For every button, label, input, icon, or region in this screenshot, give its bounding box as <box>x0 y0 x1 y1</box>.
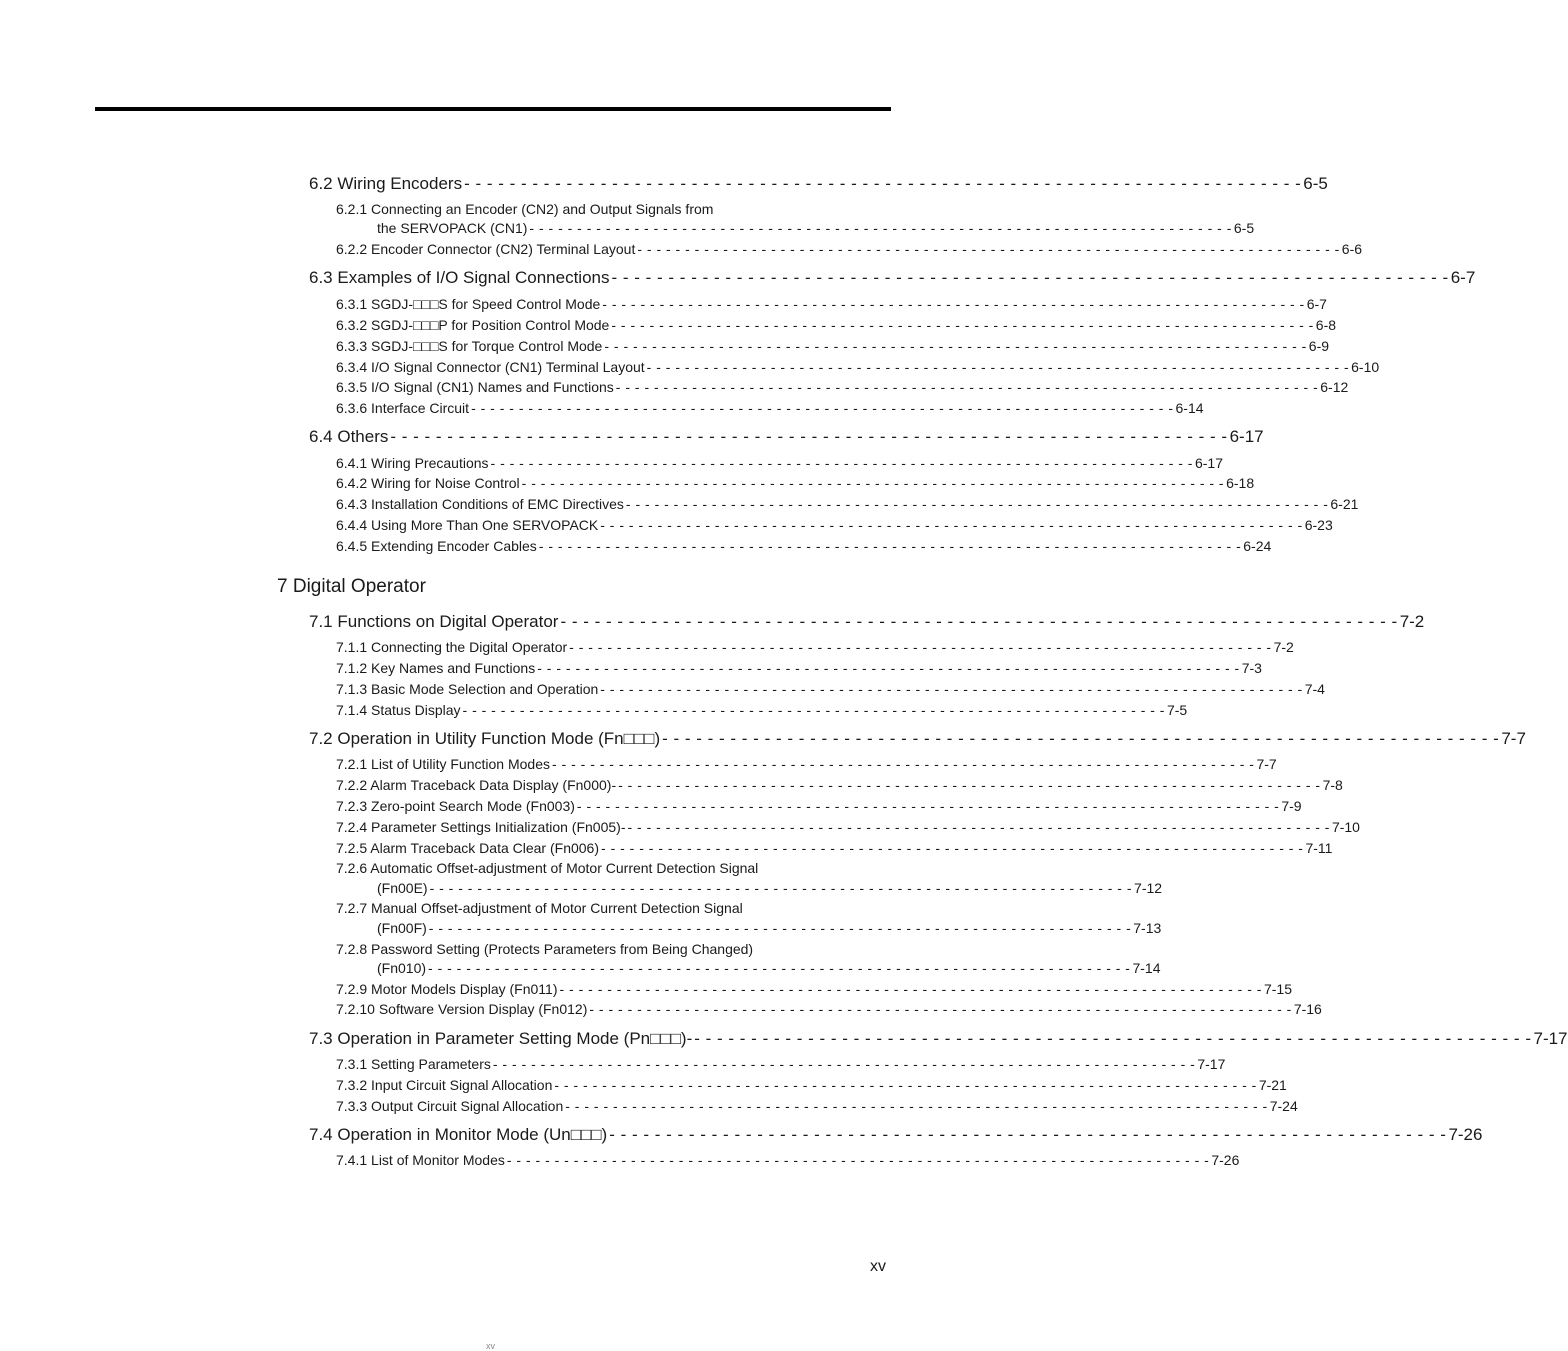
dot-leader: - - - - - - - - - - - - - - - - - - - - - - - - - - - - - - - - - - - - - - - - - - - - - - - - - - - - - - - - - - - - - - - - - - - - - - - - - - <box>529 220 1232 236</box>
entry-page: 6-7 <box>1306 296 1327 312</box>
toc-subsection-6-4-2[interactable] <box>336 475 1255 491</box>
entry-page: 6-5 <box>1233 220 1255 236</box>
entry-page: 7-2 <box>1399 612 1425 631</box>
dot-leader: - - - - - - - - - - - - - - - - - - - - - - - - - - - - - - - - - - - - - - - - - - - - - - - - - - - - - - - - - - - - - - - - - - - - - - - - - - <box>490 455 1193 471</box>
toc-subsection-7-2-5[interactable] <box>336 840 1333 856</box>
entry-page: 7-7 <box>1501 729 1526 748</box>
dot-leader: - - - - - - - - - - - - - - - - - - - - - - - - - - - - - - - - - - - - - - - - - - - - - - - - - - - - - - - - - - - - - - - - - - - - - - - - - - <box>565 1098 1268 1114</box>
toc-section-6-4[interactable] <box>309 427 1264 447</box>
toc-subsection-7-2-8-cont[interactable] <box>377 960 1161 976</box>
entry-page: 6-8 <box>1315 317 1337 333</box>
toc-subsection-6-3-1[interactable] <box>336 296 1327 312</box>
toc-section-6-3[interactable] <box>309 268 1476 288</box>
toc-section-7-4[interactable] <box>309 1125 1483 1145</box>
entry-page: 6-6 <box>1341 241 1363 257</box>
toc-subsection-7-2-7-cont[interactable] <box>377 920 1162 936</box>
entry-page: 7-9 <box>1281 798 1302 814</box>
dot-leader: - - - - - - - - - - - - - - - - - - - - - - - - - - - - - - - - - - - - - - - - - - - - - - - - - - - - - - - - - - - - - - - - - - - - - - - - - - <box>552 756 1255 772</box>
entry-page: 7-4 <box>1304 681 1325 697</box>
entry-label: (Fn010) <box>377 960 427 976</box>
dot-leader: - - - - - - - - - - - - - - - - - - - - - - - - - - - - - - - - - - - - - - - - - - - - - - - - - - - - - - - - - - - - - - - - - - - - - - - - - - <box>554 1077 1257 1093</box>
toc-subsection-7-1-4[interactable] <box>336 702 1188 718</box>
toc-section-7-1[interactable] <box>309 612 1425 632</box>
dot-leader: - - - - - - - - - - - - - - - - - - - - - - - - - - - - - - - - - - - - - - - - - - - - - - - - - - - - - - - - - - - - - - - - - - - - - - - - - - <box>601 840 1304 856</box>
dot-leader: - - - - - - - - - - - - - - - - - - - - - - - - - - - - - - - - - - - - - - - - - - - - - - - - - - - - - - - - - - - - - - - - - - - - - - - - - - <box>694 1029 1532 1048</box>
dot-leader: - - - - - - - - - - - - - - - - - - - - - - - - - - - - - - - - - - - - - - - - - - - - - - - - - - - - - - - - - - - - - - - - - - - - - - - - - - <box>604 338 1307 354</box>
entry-page: 7-21 <box>1258 1077 1287 1093</box>
toc-subsection-6-3-4[interactable] <box>336 359 1380 375</box>
dot-leader: - - - - - - - - - - - - - - - - - - - - - - - - - - - - - - - - - - - - - - - - - - - - - - - - - - - - - - - - - - - - - - - - - - - - - - - - - - <box>646 359 1350 375</box>
entry-page: 7-7 <box>1256 756 1277 772</box>
toc-subsection-7-2-10[interactable] <box>336 1001 1322 1017</box>
entry-page: 6-17 <box>1229 427 1264 446</box>
toc-section-7-3[interactable] <box>309 1029 1568 1049</box>
entry-page: 6-12 <box>1320 379 1349 395</box>
entry-label: 6.4.5 Extending Encoder Cables <box>336 538 537 554</box>
toc-subsection-6-4-4[interactable] <box>336 517 1333 533</box>
dot-leader: - - - - - - - - - - - - - - - - - - - - - - - - - - - - - - - - - - - - - - - - - - - - - - - - - - - - - - - - - - - - - - - - - - - - - - - - - - <box>462 702 1165 718</box>
dot-leader: - - - - - - - - - - - - - - - - - - - - - - - - - - - - - - - - - - - - - - - - - - - - - - - - - - - - - - - - - - - - - - - - - - - - - - - - - - <box>576 798 1280 814</box>
entry-label: 7.2.10 Software Version Display (Fn012) <box>336 1001 588 1017</box>
entry-label: 7.2 Operation in Utility Function Mode (Fn□□□) <box>309 729 661 748</box>
entry-page: 6-7 <box>1450 268 1476 287</box>
entry-label: 7.1 Functions on Digital Operator <box>309 612 559 631</box>
toc-subsection-7-2-8[interactable]: 7.2.8 Password Setting (Protects Parameters from Being Changed) <box>336 941 754 957</box>
entry-label: 7.3.2 Input Circuit Signal Allocation <box>336 1077 553 1093</box>
dot-leader: - - - - - - - - - - - - - - - - - - - - - - - - - - - - - - - - - - - - - - - - - - - - - - - - - - - - - - - - - - - - - - - - - - - - - - - - - - <box>602 296 1305 312</box>
entry-page: 7-8 <box>1322 777 1343 793</box>
entry-label: 7.1.1 Connecting the Digital Operator <box>336 639 568 655</box>
toc-subsection-7-2-9[interactable] <box>336 981 1292 997</box>
dot-leader: - - - - - - - - - - - - - - - - - - - - - - - - - - - - - - - - - - - - - - - - - - - - - - - - - - - - - - - - - - - - - - - - - - - - - - - - - - <box>618 777 1321 793</box>
toc-subsection-7-2-6[interactable]: 7.2.6 Automatic Offset-adjustment of Motor Current Detection Signal <box>336 860 759 876</box>
toc-subsection-7-1-1[interactable] <box>336 639 1294 655</box>
toc-subsection-6-3-2[interactable] <box>336 317 1337 333</box>
dot-leader: - - - - - - - - - - - - - - - - - - - - - - - - - - - - - - - - - - - - - - - - - - - - - - - - - - - - - - - - - - - - - - - - - - - - - - - - - - <box>589 1001 1292 1017</box>
entry-page: 7-15 <box>1263 981 1292 997</box>
toc-subsection-7-3-3[interactable] <box>336 1098 1298 1114</box>
entry-page: 6-14 <box>1175 400 1204 416</box>
entry-label: 7.1.4 Status Display <box>336 702 461 718</box>
dot-leader: - - - - - - - - - - - - - - - - - - - - - - - - - - - - - - - - - - - - - - - - - - - - - - - - - - - - - - - - - - - - - - - - - - - - - - - - - - <box>506 1152 1210 1168</box>
crop-mark: xv <box>486 1341 495 1351</box>
entry-page: 6-5 <box>1303 174 1328 193</box>
entry-page: 7-11 <box>1305 840 1333 856</box>
entry-label: 7.3 Operation in Parameter Setting Mode (Pn□□□)- <box>309 1029 693 1048</box>
dot-leader: - - - - - - - - - - - - - - - - - - - - - - - - - - - - - - - - - - - - - - - - - - - - - - - - - - - - - - - - - - - - - - - - - - - - - - - - - - <box>611 268 1449 287</box>
toc-subsection-7-2-2[interactable] <box>336 777 1343 793</box>
toc-subsection-6-2-2[interactable] <box>336 241 1363 257</box>
dot-leader: - - - - - - - - - - - - - - - - - - - - - - - - - - - - - - - - - - - - - - - - - - - - - - - - - - - - - - - - - - - - - - - - - - - - - - - - - - <box>428 920 1132 936</box>
entry-label: 7.2.2 Alarm Traceback Data Display (Fn000)- <box>336 777 617 793</box>
dot-leader: - - - - - - - - - - - - - - - - - - - - - - - - - - - - - - - - - - - - - - - - - - - - - - - - - - - - - - - - - - - - - - - - - - - - - - - - - - <box>464 174 1302 193</box>
dot-leader: - - - - - - - - - - - - - - - - - - - - - - - - - - - - - - - - - - - - - - - - - - - - - - - - - - - - - - - - - - - - - - - - - - - - - - - - - - <box>559 981 1262 997</box>
entry-label: 7.3.1 Setting Parameters <box>336 1056 491 1072</box>
toc-subsection-7-2-1[interactable] <box>336 756 1277 772</box>
entry-label: 7.1.2 Key Names and Functions <box>336 660 536 676</box>
toc-subsection-7-2-6-cont[interactable] <box>377 880 1163 896</box>
entry-label: 6.4 Others <box>309 427 389 446</box>
entry-label: 6.3 Examples of I/O Signal Connections <box>309 268 610 287</box>
entry-page: 7-13 <box>1133 920 1162 936</box>
entry-page: 6-9 <box>1308 338 1330 354</box>
entry-label: 6.3.3 SGDJ-□□□S for Torque Control Mode <box>336 338 603 354</box>
toc-subsection-6-4-5[interactable] <box>336 538 1272 554</box>
dot-leader: - - - - - - - - - - - - - - - - - - - - - - - - - - - - - - - - - - - - - - - - - - - - - - - - - - - - - - - - - - - - - - - - - - - - - - - - - - <box>538 538 1242 554</box>
entry-label: 7.4 Operation in Monitor Mode (Un□□□) <box>309 1125 608 1144</box>
toc-subsection-7-3-2[interactable] <box>336 1077 1287 1093</box>
dot-leader: - - - - - - - - - - - - - - - - - - - - - - - - - - - - - - - - - - - - - - - - - - - - - - - - - - - - - - - - - - - - - - - - - - - - - - - - - - <box>492 1056 1196 1072</box>
entry-page: 6-10 <box>1351 359 1380 375</box>
dot-leader: - - - - - - - - - - - - - - - - - - - - - - - - - - - - - - - - - - - - - - - - - - - - - - - - - - - - - - - - - - - - - - - - - - - - - - - - - - <box>390 427 1228 446</box>
entry-label: 7.2.1 List of Utility Function Modes <box>336 756 550 772</box>
toc-subsection-7-1-2[interactable] <box>336 660 1262 676</box>
dot-leader: - - - - - - - - - - - - - - - - - - - - - - - - - - - - - - - - - - - - - - - - - - - - - - - - - - - - - - - - - - - - - - - - - - - - - - - - - - <box>429 880 1133 896</box>
toc-section-6-2[interactable] <box>309 174 1328 194</box>
entry-label: 6.4.2 Wiring for Noise Control <box>336 475 520 491</box>
toc-subsection-7-2-7[interactable]: 7.2.7 Manual Offset-adjustment of Motor Current Detection Signal <box>336 900 743 916</box>
entry-label: 6.3.2 SGDJ-□□□P for Position Control Mode <box>336 317 610 333</box>
toc-subsection-6-4-3[interactable] <box>336 496 1359 512</box>
entry-label: 7.3.3 Output Circuit Signal Allocation <box>336 1098 564 1114</box>
entry-label: 6.3.6 Interface Circuit <box>336 400 470 416</box>
entry-page: 6-21 <box>1330 496 1359 512</box>
entry-page: 6-24 <box>1243 538 1272 554</box>
entry-page: 7-26 <box>1211 1152 1240 1168</box>
toc-subsection-6-3-3[interactable] <box>336 338 1330 354</box>
dot-leader: - - - - - - - - - - - - - - - - - - - - - - - - - - - - - - - - - - - - - - - - - - - - - - - - - - - - - - - - - - - - - - - - - - - - - - - - - - <box>560 612 1398 631</box>
entry-label: 7.2.3 Zero-point Search Mode (Fn003) <box>336 798 575 814</box>
toc-subsection-7-4-1[interactable] <box>336 1152 1240 1168</box>
toc-subsection-7-2-4[interactable] <box>336 819 1360 835</box>
entry-label: 7.2.4 Parameter Settings Initialization (Fn005)- <box>336 819 626 835</box>
toc-subsection-7-2-3[interactable] <box>336 798 1302 814</box>
entry-page: 7-5 <box>1166 702 1188 718</box>
entry-label: 7.1.3 Basic Mode Selection and Operation <box>336 681 599 697</box>
entry-label: 6.4.3 Installation Conditions of EMC Directives <box>336 496 624 512</box>
entry-page: 7-14 <box>1132 960 1161 976</box>
chapter-title[interactable]: 7 Digital Operator <box>277 576 426 597</box>
toc-subsection-6-2-1-cont[interactable] <box>377 220 1255 236</box>
entry-page: 6-18 <box>1226 475 1255 491</box>
dot-leader: - - - - - - - - - - - - - - - - - - - - - - - - - - - - - - - - - - - - - - - - - - - - - - - - - - - - - - - - - - - - - - - - - - - - - - - - - - <box>625 496 1329 512</box>
dot-leader: - - - - - - - - - - - - - - - - - - - - - - - - - - - - - - - - - - - - - - - - - - - - - - - - - - - - - - - - - - - - - - - - - - - - - - - - - - <box>537 660 1240 676</box>
entry-label: 7.2.9 Motor Models Display (Fn011) <box>336 981 558 997</box>
entry-page: 6-23 <box>1304 517 1333 533</box>
dot-leader: - - - - - - - - - - - - - - - - - - - - - - - - - - - - - - - - - - - - - - - - - - - - - - - - - - - - - - - - - - - - - - - - - - - - - - - - - - <box>662 729 1500 748</box>
dot-leader: - - - - - - - - - - - - - - - - - - - - - - - - - - - - - - - - - - - - - - - - - - - - - - - - - - - - - - - - - - - - - - - - - - - - - - - - - - <box>627 819 1330 835</box>
entry-page: 7-17 <box>1533 1029 1568 1048</box>
toc-section-7-2[interactable] <box>309 729 1526 749</box>
dot-leader: - - - - - - - - - - - - - - - - - - - - - - - - - - - - - - - - - - - - - - - - - - - - - - - - - - - - - - - - - - - - - - - - - - - - - - - - - - <box>471 400 1174 416</box>
dot-leader: - - - - - - - - - - - - - - - - - - - - - - - - - - - - - - - - - - - - - - - - - - - - - - - - - - - - - - - - - - - - - - - - - - - - - - - - - - <box>569 639 1272 655</box>
entry-page: 7-3 <box>1241 660 1262 676</box>
toc-subsection-7-1-3[interactable] <box>336 681 1325 697</box>
entry-label: 7.4.1 List of Monitor Modes <box>336 1152 505 1168</box>
entry-label: 6.4.1 Wiring Precautions <box>336 455 489 471</box>
dot-leader: - - - - - - - - - - - - - - - - - - - - - - - - - - - - - - - - - - - - - - - - - - - - - - - - - - - - - - - - - - - - - - - - - - - - - - - - - - <box>600 517 1303 533</box>
toc-subsection-7-3-1[interactable] <box>336 1056 1226 1072</box>
entry-label: the SERVOPACK (CN1) <box>377 220 528 236</box>
toc-subsection-6-2-1[interactable]: 6.2.1 Connecting an Encoder (CN2) and Output Signals from <box>336 201 714 217</box>
entry-label: (Fn00E) <box>377 880 428 896</box>
entry-label: (Fn00F) <box>377 920 427 936</box>
entry-page: 7-17 <box>1197 1056 1226 1072</box>
entry-label: 6.3.5 I/O Signal (CN1) Names and Functions <box>336 379 614 395</box>
entry-label: 6.2.2 Encoder Connector (CN2) Terminal Layout <box>336 241 636 257</box>
dot-leader: - - - - - - - - - - - - - - - - - - - - - - - - - - - - - - - - - - - - - - - - - - - - - - - - - - - - - - - - - - - - - - - - - - - - - - - - - - <box>637 241 1340 257</box>
toc-subsection-6-4-1[interactable] <box>336 455 1224 471</box>
entry-label: 6.4.4 Using More Than One SERVOPACK <box>336 517 599 533</box>
dot-leader: - - - - - - - - - - - - - - - - - - - - - - - - - - - - - - - - - - - - - - - - - - - - - - - - - - - - - - - - - - - - - - - - - - - - - - - - - - <box>611 317 1314 333</box>
dot-leader: - - - - - - - - - - - - - - - - - - - - - - - - - - - - - - - - - - - - - - - - - - - - - - - - - - - - - - - - - - - - - - - - - - - - - - - - - - <box>521 475 1225 491</box>
toc-subsection-6-3-6[interactable] <box>336 400 1204 416</box>
dot-leader: - - - - - - - - - - - - - - - - - - - - - - - - - - - - - - - - - - - - - - - - - - - - - - - - - - - - - - - - - - - - - - - - - - - - - - - - - - <box>609 1125 1447 1144</box>
entry-page: 7-2 <box>1273 639 1294 655</box>
entry-label: 6.3.4 I/O Signal Connector (CN1) Terminal Layout <box>336 359 645 375</box>
entry-label: 7.2.5 Alarm Traceback Data Clear (Fn006) <box>336 840 600 856</box>
dot-leader: - - - - - - - - - - - - - - - - - - - - - - - - - - - - - - - - - - - - - - - - - - - - - - - - - - - - - - - - - - - - - - - - - - - - - - - - - - <box>615 379 1319 395</box>
entry-page: 6-17 <box>1194 455 1224 471</box>
toc-subsection-6-3-5[interactable] <box>336 379 1349 395</box>
page-number: xv <box>870 1258 886 1275</box>
entry-page: 7-24 <box>1269 1098 1298 1114</box>
entry-page: 7-12 <box>1134 880 1163 896</box>
entry-page: 7-16 <box>1293 1001 1322 1017</box>
dot-leader: - - - - - - - - - - - - - - - - - - - - - - - - - - - - - - - - - - - - - - - - - - - - - - - - - - - - - - - - - - - - - - - - - - - - - - - - - - <box>600 681 1303 697</box>
entry-page: 7-10 <box>1331 819 1360 835</box>
dot-leader: - - - - - - - - - - - - - - - - - - - - - - - - - - - - - - - - - - - - - - - - - - - - - - - - - - - - - - - - - - - - - - - - - - - - - - - - - - <box>428 960 1131 976</box>
entry-label: 6.2 Wiring Encoders <box>309 174 463 193</box>
entry-label: 6.3.1 SGDJ-□□□S for Speed Control Mode <box>336 296 601 312</box>
entry-page: 7-26 <box>1448 1125 1483 1144</box>
